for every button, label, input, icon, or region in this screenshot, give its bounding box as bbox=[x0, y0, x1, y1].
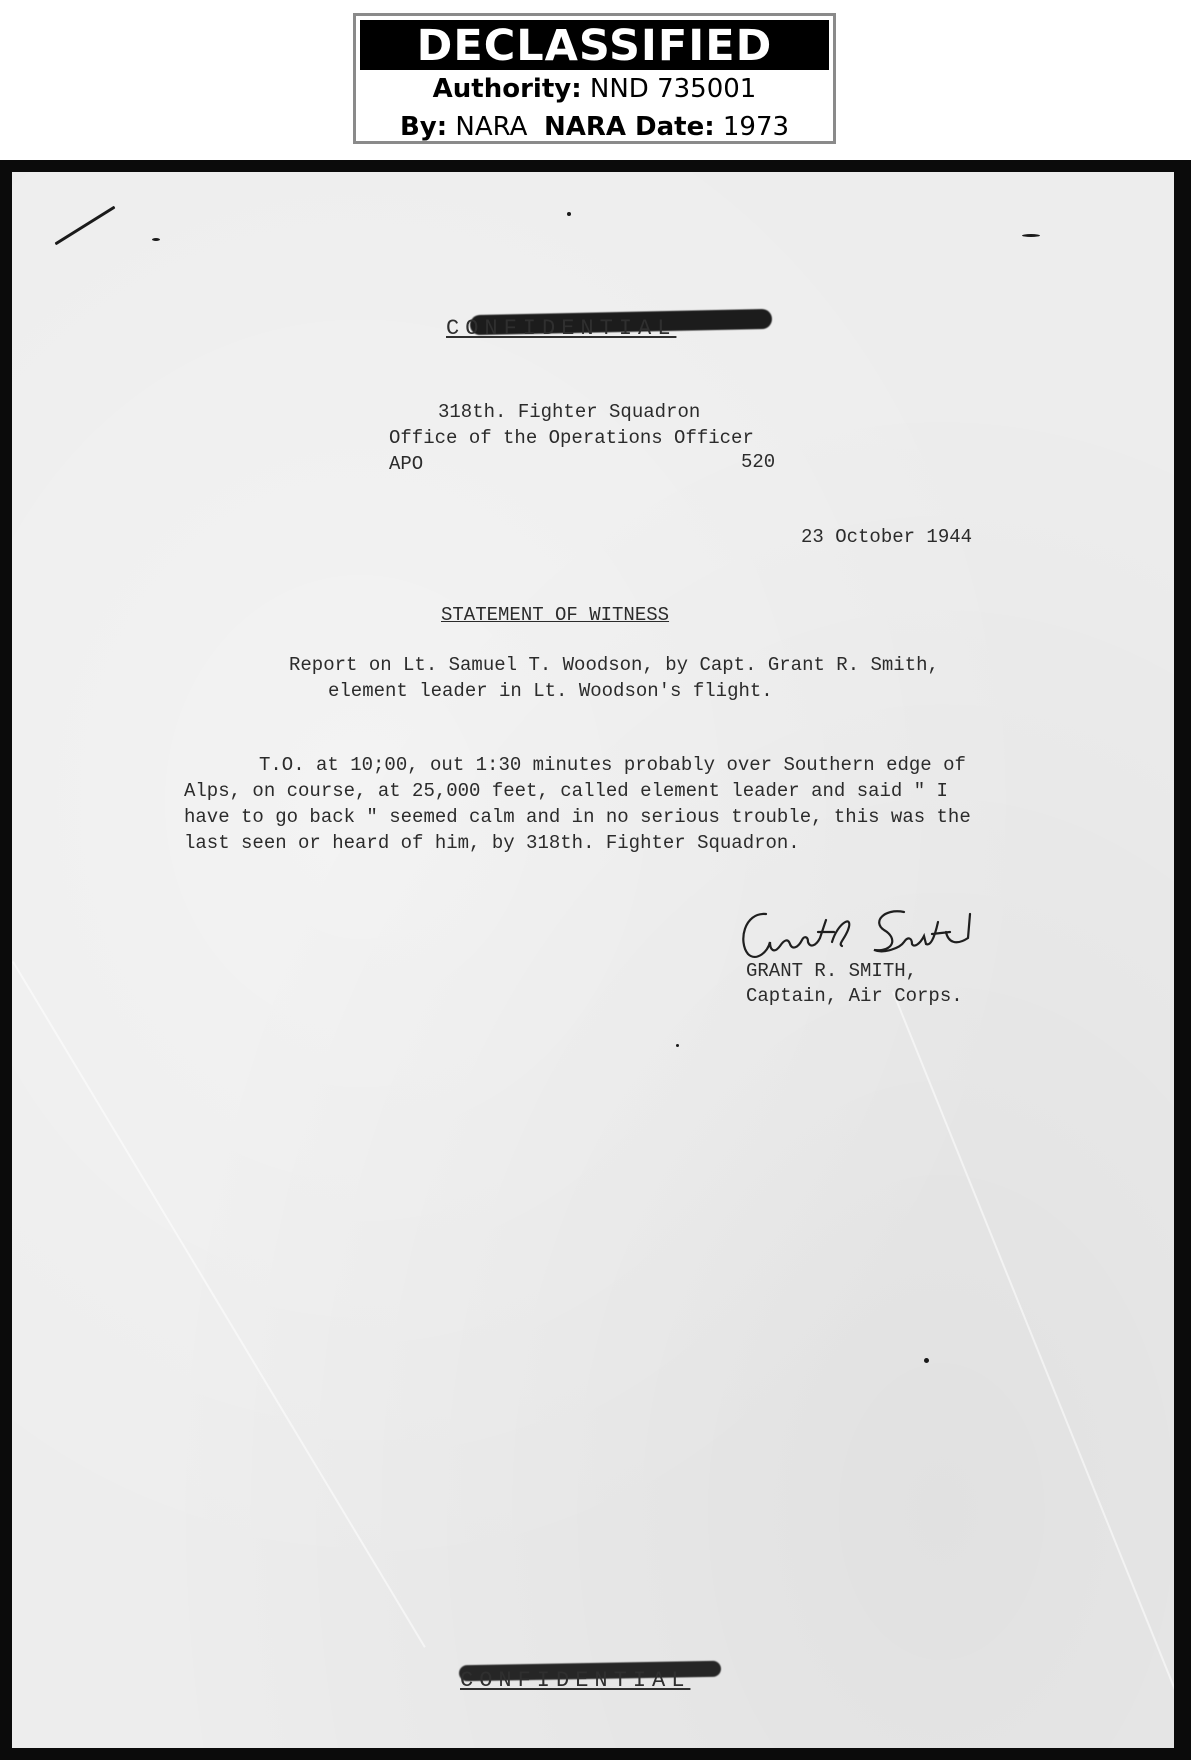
paper-crease bbox=[12, 961, 426, 1648]
statement-heading: STATEMENT OF WITNESS bbox=[441, 604, 670, 626]
scan-mark bbox=[55, 206, 116, 246]
signer-name: GRANT R. SMITH, bbox=[746, 960, 918, 982]
subject-line-1: Report on Lt. Samuel T. Woodson, by Capt. Grant R. Smith, bbox=[289, 654, 939, 676]
scan-mark bbox=[567, 212, 571, 216]
stamp-by-label: By: bbox=[399, 112, 448, 142]
stamp-date-value: 1973 bbox=[722, 112, 790, 142]
declassified-stamp bbox=[353, 13, 836, 144]
document-date: 23 October 1944 bbox=[801, 526, 973, 548]
scan-mark bbox=[924, 1358, 929, 1363]
body-line-4: last seen or heard of him, by 318th. Fighter Squadron. bbox=[184, 832, 800, 854]
body-line-3: have to go back " seemed calm and in no serious trouble, this was the bbox=[184, 806, 971, 828]
classification-top: CONFIDENTIAL bbox=[446, 316, 677, 341]
classification-bottom: CONFIDENTIAL bbox=[460, 1668, 691, 1693]
stamp-authority bbox=[356, 70, 833, 108]
subject-line-2: element leader in Lt. Woodson's flight. bbox=[328, 680, 773, 702]
apo-number: 520 bbox=[741, 451, 776, 473]
stamp-by-date bbox=[356, 108, 833, 146]
body-line-2: Alps, on course, at 25,000 feet, called element leader and said " I bbox=[184, 780, 948, 802]
scan-mark bbox=[1022, 234, 1040, 237]
office-name: Office of the Operations Officer bbox=[389, 427, 754, 449]
scan-mark bbox=[676, 1044, 679, 1047]
stamp-by-value: NARA bbox=[455, 112, 528, 142]
stamp-date-label: NARA Date: bbox=[543, 112, 715, 142]
apo-label: APO bbox=[389, 453, 424, 475]
body-line-1: T.O. at 10;00, out 1:30 minutes probably over Southern edge of bbox=[259, 754, 966, 776]
signer-title: Captain, Air Corps. bbox=[746, 985, 963, 1007]
stamp-authority-label: Authority: bbox=[432, 74, 582, 104]
paper-crease bbox=[892, 991, 1174, 1733]
unit-name: 318th. Fighter Squadron bbox=[438, 401, 701, 423]
scan-mark bbox=[152, 238, 160, 241]
stamp-authority-value: NND 735001 bbox=[589, 74, 757, 104]
document-page bbox=[12, 172, 1174, 1748]
stamp-title: DECLASSIFIED bbox=[360, 20, 829, 70]
